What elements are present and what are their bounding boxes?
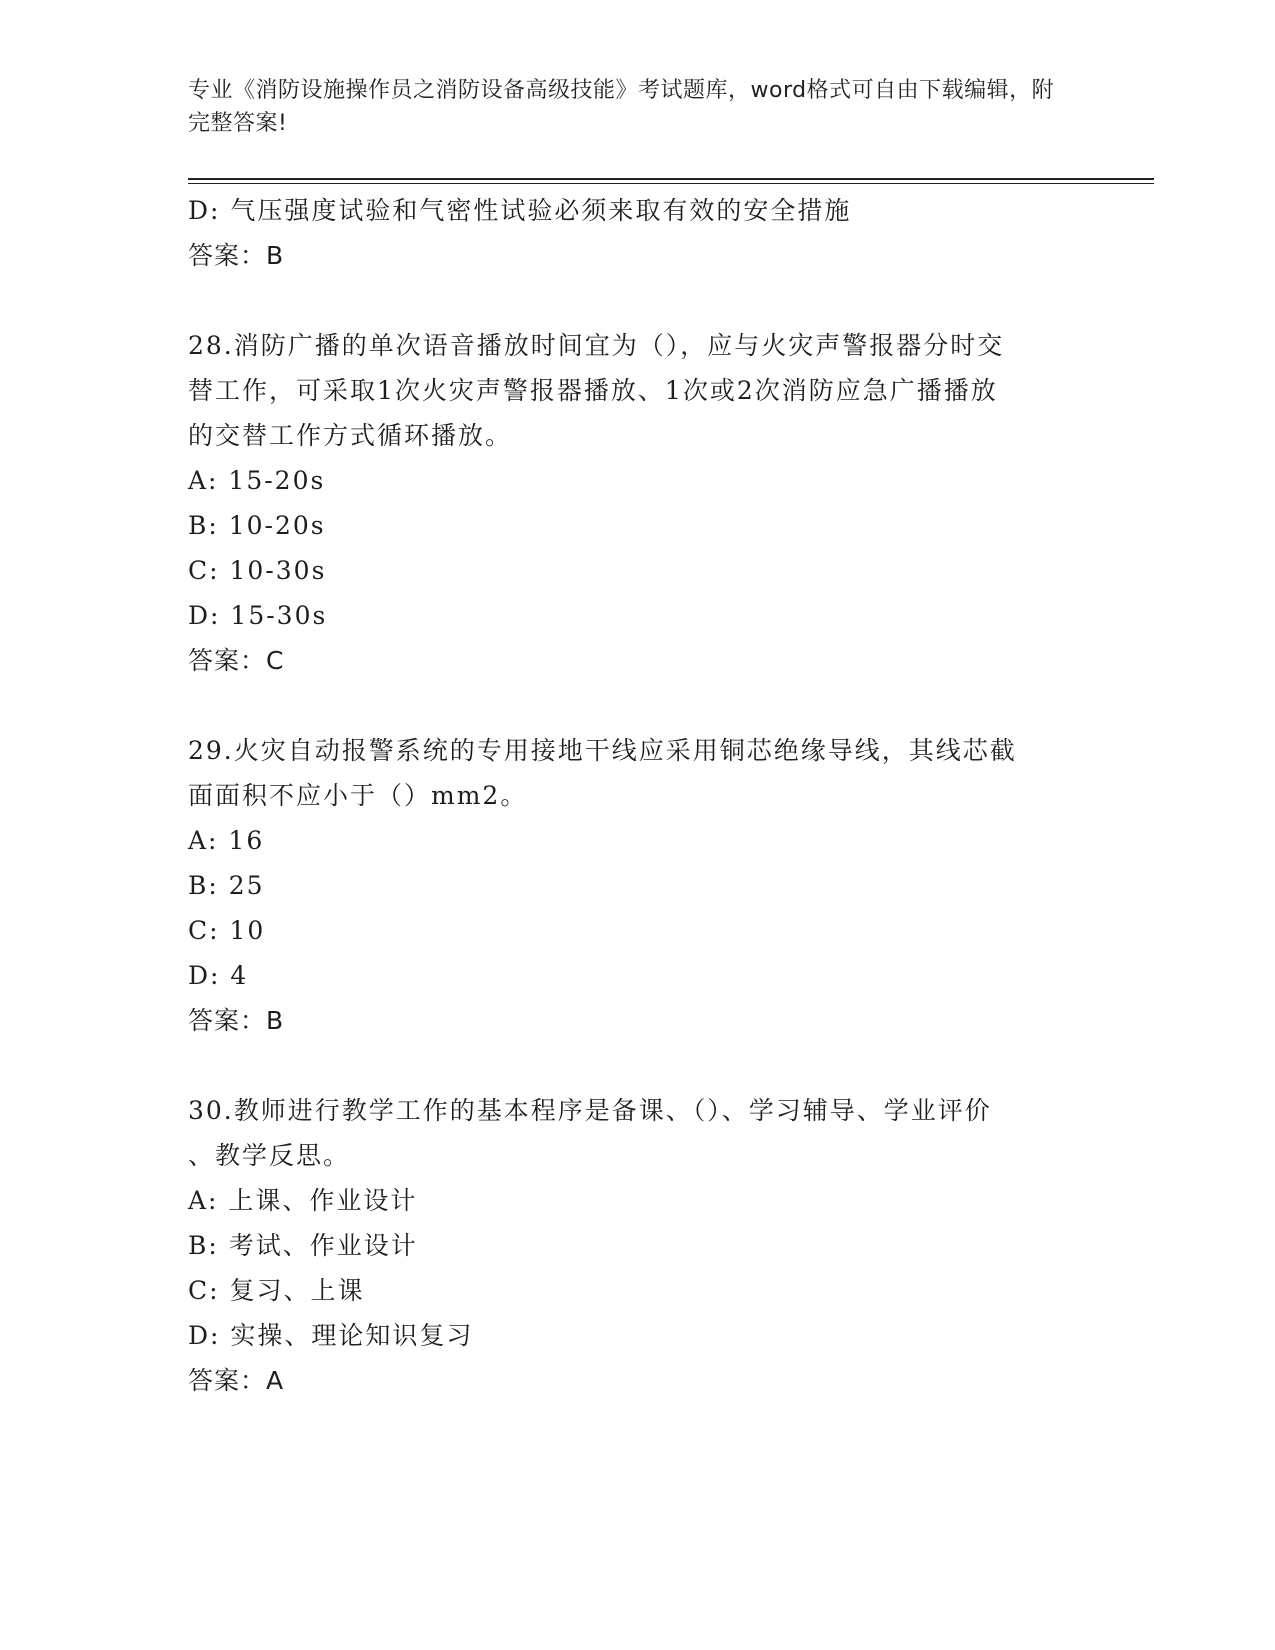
option-b: B: 25 (188, 871, 265, 900)
question-30 (188, 1088, 1088, 1403)
answer: 答案：A (188, 1366, 285, 1395)
option-c: C: 10-30s (188, 556, 327, 585)
option-d: D: 4 (188, 961, 249, 990)
option-b: B: 考试、作业设计 (188, 1231, 418, 1260)
question-text-line: 替工作，可采取1次火灾声警报器播放、1次或2次消防应急广播播放 (188, 376, 998, 405)
question-text-line: 28.消防广播的单次语音播放时间宜为（），应与火灾声警报器分时交 (188, 331, 1005, 360)
question-text-line: 30.教师进行教学工作的基本程序是备课、（）、学习辅导、学业评价 (188, 1096, 992, 1125)
header-rule (188, 178, 1154, 180)
option-d: D: 实操、理论知识复习 (188, 1321, 474, 1350)
option-a: A: 16 (188, 826, 265, 855)
question-text-line: 面面积不应小于（）mm2。 (188, 781, 528, 810)
option-c: C: 复习、上课 (188, 1276, 365, 1305)
option-d: D: 15-30s (188, 601, 328, 630)
question-28 (188, 323, 1088, 683)
prev-option-d: D: 气压强度试验和气密性试验必须来取有效的安全措施 (188, 196, 852, 225)
answer: 答案：B (188, 1006, 285, 1035)
question-text-line: 的交替工作方式循环播放。 (188, 421, 513, 450)
option-b: B: 10-20s (188, 511, 326, 540)
question-text-line: 29.火灾自动报警系统的专用接地干线应采用铜芯绝缘导线，其线芯截 (188, 736, 1017, 765)
question-body (188, 188, 1088, 1403)
header-rule-thin (188, 183, 1154, 184)
option-c: C: 10 (188, 916, 266, 945)
option-a: A: 上课、作业设计 (188, 1186, 418, 1215)
option-a: A: 15-20s (188, 466, 326, 495)
answer: 答案：C (188, 646, 285, 675)
prev-answer: 答案：B (188, 241, 285, 270)
page-header: 专业《消防设施操作员之消防设备高级技能》考试题库，word格式可自由下载编辑，附完整答案! (188, 78, 1055, 136)
question-29 (188, 728, 1088, 1043)
question-text-line: 、教学反思。 (188, 1141, 351, 1170)
